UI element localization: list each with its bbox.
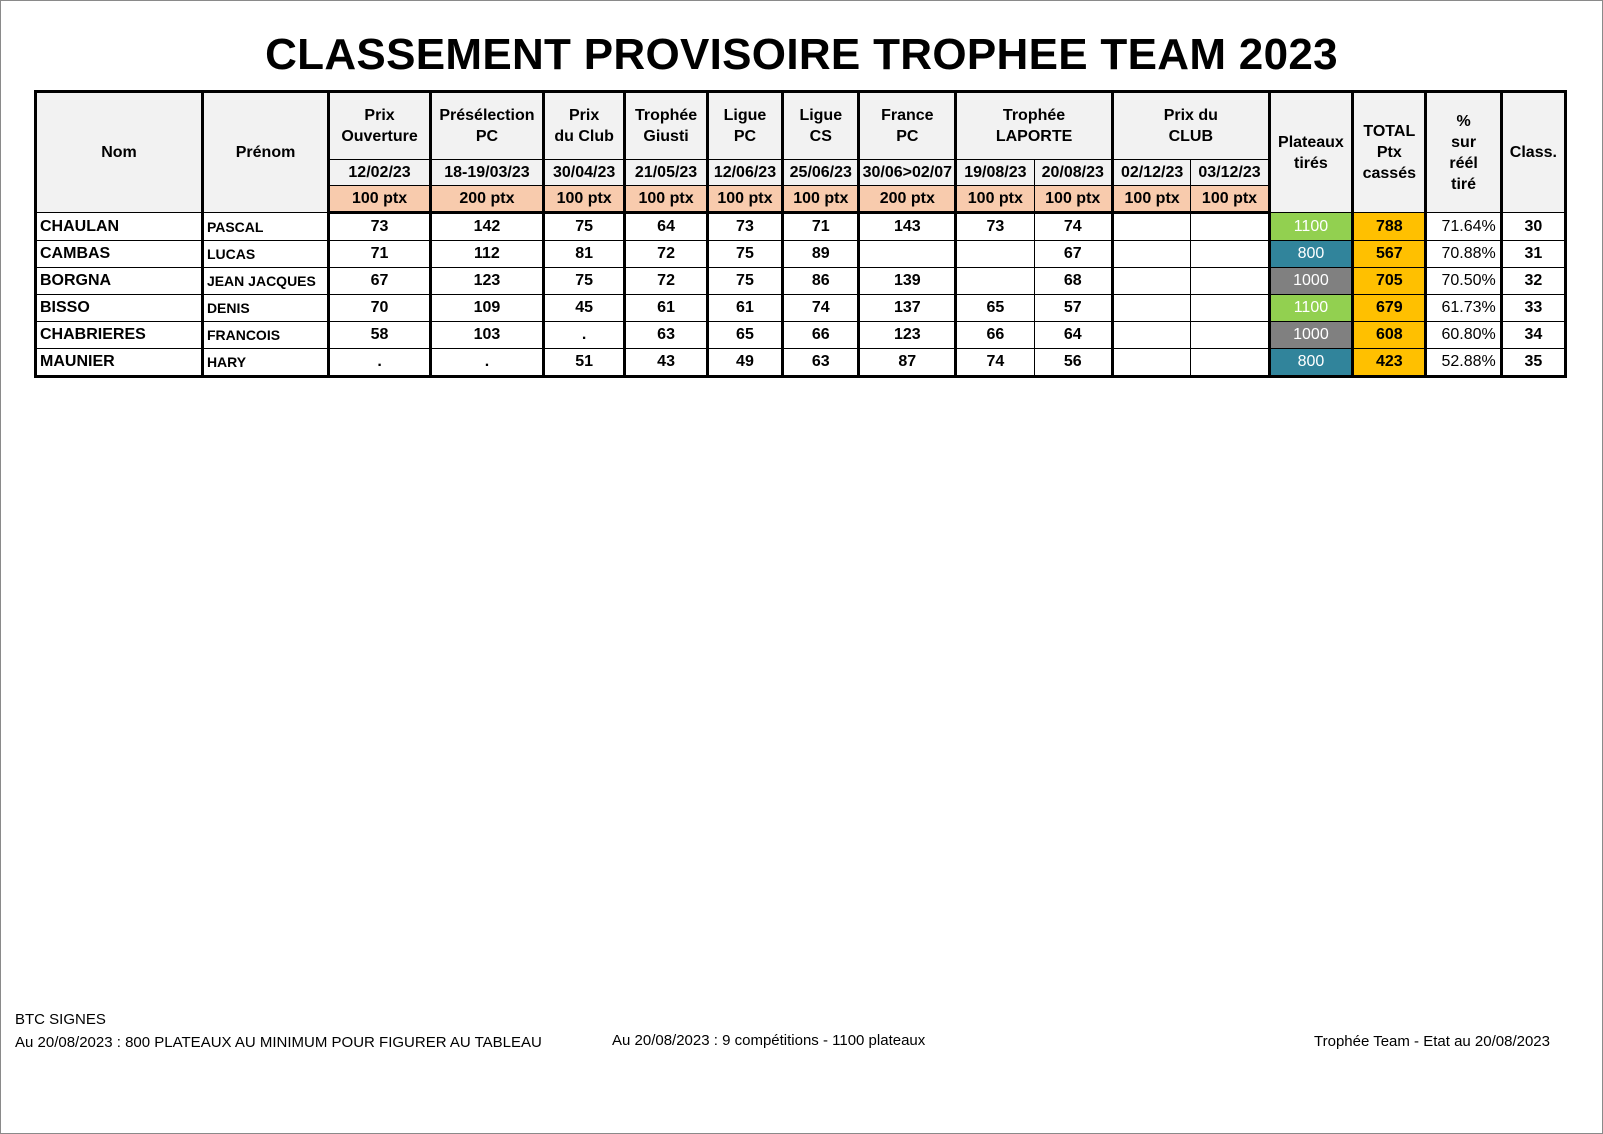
cell-score: [1112, 268, 1190, 295]
cell-score: 57: [1034, 295, 1112, 322]
header-competition: Trophée LAPORTE: [956, 92, 1113, 160]
cell-score: 64: [1034, 322, 1112, 349]
cell-score: [1191, 295, 1269, 322]
header-competition: Prix Ouverture: [329, 92, 431, 160]
cell-score: [1112, 241, 1190, 268]
cell-score: 74: [956, 349, 1034, 377]
header-ptx: 100 ptx: [1112, 186, 1190, 213]
cell-nom: CHAULAN: [36, 213, 203, 241]
cell-percent: 52.88%: [1426, 349, 1501, 377]
cell-percent: 71.64%: [1426, 213, 1501, 241]
cell-score: 73: [329, 213, 431, 241]
cell-score: 58: [329, 322, 431, 349]
cell-class: 34: [1501, 322, 1565, 349]
cell-score: 63: [783, 349, 859, 377]
header-date: 20/08/23: [1034, 160, 1112, 186]
table-row: [36, 268, 1566, 295]
cell-score: 66: [783, 322, 859, 349]
cell-score: 67: [1034, 241, 1112, 268]
header-date: 12/06/23: [707, 160, 782, 186]
header-ptx: 100 ptx: [783, 186, 859, 213]
cell-score: [1191, 349, 1269, 377]
cell-total: 423: [1353, 349, 1426, 377]
cell-score: 68: [1034, 268, 1112, 295]
cell-score: 137: [859, 295, 956, 322]
cell-score: 43: [625, 349, 707, 377]
footer-summary: Au 20/08/2023 : 9 compétitions - 1100 plateaux: [612, 1032, 926, 1049]
cell-class: 31: [1501, 241, 1565, 268]
cell-score: 75: [707, 268, 782, 295]
cell-plateaux: 1000: [1269, 268, 1352, 295]
ranking-rows: [36, 213, 1566, 377]
cell-nom: MAUNIER: [36, 349, 203, 377]
cell-percent: 70.50%: [1426, 268, 1501, 295]
cell-nom: BORGNA: [36, 268, 203, 295]
cell-total: 567: [1353, 241, 1426, 268]
cell-class: 30: [1501, 213, 1565, 241]
header-date: 02/12/23: [1112, 160, 1190, 186]
header-date: 25/06/23: [783, 160, 859, 186]
cell-score: 109: [430, 295, 543, 322]
cell-nom: CAMBAS: [36, 241, 203, 268]
header-ptx: 200 ptx: [859, 186, 956, 213]
header-competition: Ligue CS: [783, 92, 859, 160]
cell-score: [1112, 349, 1190, 377]
cell-score: .: [329, 349, 431, 377]
footer-state: Trophée Team - Etat au 20/08/2023: [1314, 1033, 1550, 1050]
cell-score: 61: [707, 295, 782, 322]
cell-score: 51: [543, 349, 624, 377]
table-row: [36, 349, 1566, 377]
cell-prenom: FRANCOIS: [202, 322, 328, 349]
header-date: 19/08/23: [956, 160, 1034, 186]
cell-score: 75: [543, 268, 624, 295]
cell-plateaux: 1100: [1269, 213, 1352, 241]
cell-score: [1191, 241, 1269, 268]
cell-plateaux: 800: [1269, 241, 1352, 268]
table-row: [36, 295, 1566, 322]
cell-score: 123: [430, 268, 543, 295]
cell-score: 86: [783, 268, 859, 295]
header-percent: % sur réél tiré: [1426, 92, 1501, 213]
cell-score: 61: [625, 295, 707, 322]
cell-score: 65: [956, 295, 1034, 322]
cell-score: 72: [625, 241, 707, 268]
cell-score: [1112, 213, 1190, 241]
header-competition: Trophée Giusti: [625, 92, 707, 160]
ranking-table: [34, 90, 1567, 378]
cell-score: .: [430, 349, 543, 377]
header-date: 18-19/03/23: [430, 160, 543, 186]
header-date: 30/04/23: [543, 160, 624, 186]
cell-percent: 61.73%: [1426, 295, 1501, 322]
page-title: CLASSEMENT PROVISOIRE TROPHEE TEAM 2023: [265, 30, 1338, 79]
header-prenom: Prénom: [202, 92, 328, 213]
header-row-competitions: [36, 92, 1566, 160]
header-date: 30/06>02/07: [859, 160, 956, 186]
cell-prenom: PASCAL: [202, 213, 328, 241]
cell-score: 75: [543, 213, 624, 241]
cell-score: .: [543, 322, 624, 349]
cell-class: 33: [1501, 295, 1565, 322]
cell-total: 608: [1353, 322, 1426, 349]
cell-score: 87: [859, 349, 956, 377]
cell-score: 103: [430, 322, 543, 349]
cell-score: 123: [859, 322, 956, 349]
cell-score: 143: [859, 213, 956, 241]
header-competition: France PC: [859, 92, 956, 160]
header-competition: Prix du Club: [543, 92, 624, 160]
cell-percent: 70.88%: [1426, 241, 1501, 268]
cell-score: 66: [956, 322, 1034, 349]
header-ptx: 100 ptx: [543, 186, 624, 213]
cell-total: 679: [1353, 295, 1426, 322]
cell-score: [956, 268, 1034, 295]
cell-score: 70: [329, 295, 431, 322]
cell-score: 49: [707, 349, 782, 377]
cell-score: 72: [625, 268, 707, 295]
header-class: Class.: [1501, 92, 1565, 213]
cell-class: 35: [1501, 349, 1565, 377]
footer-club: BTC SIGNES: [15, 1011, 106, 1028]
header-date: 21/05/23: [625, 160, 707, 186]
header-competition: Ligue PC: [707, 92, 782, 160]
cell-score: [1112, 322, 1190, 349]
header-ptx: 100 ptx: [956, 186, 1034, 213]
cell-score: [1112, 295, 1190, 322]
cell-score: 81: [543, 241, 624, 268]
cell-score: [1191, 213, 1269, 241]
cell-total: 788: [1353, 213, 1426, 241]
cell-score: [859, 241, 956, 268]
header-date: 03/12/23: [1191, 160, 1269, 186]
cell-prenom: LUCAS: [202, 241, 328, 268]
cell-plateaux: 800: [1269, 349, 1352, 377]
header-date: 12/02/23: [329, 160, 431, 186]
header-total: TOTAL Ptx cassés: [1353, 92, 1426, 213]
table-row: [36, 241, 1566, 268]
header-ptx: 100 ptx: [625, 186, 707, 213]
cell-plateaux: 1100: [1269, 295, 1352, 322]
header-competition: Présélection PC: [430, 92, 543, 160]
cell-score: 63: [625, 322, 707, 349]
cell-score: 89: [783, 241, 859, 268]
footer-minimum: Au 20/08/2023 : 800 PLATEAUX AU MINIMUM POUR FIGURER AU TABLEAU: [15, 1034, 542, 1051]
cell-score: [1191, 268, 1269, 295]
header-plateaux: Plateaux tirés: [1269, 92, 1352, 213]
header-competition: Prix du CLUB: [1112, 92, 1269, 160]
table-row: [36, 322, 1566, 349]
cell-score: 73: [707, 213, 782, 241]
cell-prenom: DENIS: [202, 295, 328, 322]
cell-prenom: HARY: [202, 349, 328, 377]
header-ptx: 200 ptx: [430, 186, 543, 213]
cell-score: 71: [329, 241, 431, 268]
cell-plateaux: 1000: [1269, 322, 1352, 349]
table-row: [36, 213, 1566, 241]
cell-score: 74: [783, 295, 859, 322]
header-ptx: 100 ptx: [1191, 186, 1269, 213]
cell-score: 64: [625, 213, 707, 241]
cell-nom: CHABRIERES: [36, 322, 203, 349]
cell-class: 32: [1501, 268, 1565, 295]
cell-score: 112: [430, 241, 543, 268]
cell-total: 705: [1353, 268, 1426, 295]
cell-score: 45: [543, 295, 624, 322]
header-ptx: 100 ptx: [707, 186, 782, 213]
cell-score: 65: [707, 322, 782, 349]
cell-score: 73: [956, 213, 1034, 241]
cell-score: 67: [329, 268, 431, 295]
cell-score: 71: [783, 213, 859, 241]
cell-score: 142: [430, 213, 543, 241]
cell-score: 75: [707, 241, 782, 268]
cell-score: [1191, 322, 1269, 349]
cell-score: 139: [859, 268, 956, 295]
header-ptx: 100 ptx: [329, 186, 431, 213]
cell-prenom: JEAN JACQUES: [202, 268, 328, 295]
cell-score: 56: [1034, 349, 1112, 377]
cell-percent: 60.80%: [1426, 322, 1501, 349]
header-ptx: 100 ptx: [1034, 186, 1112, 213]
cell-score: [956, 241, 1034, 268]
cell-nom: BISSO: [36, 295, 203, 322]
header-nom: Nom: [36, 92, 203, 213]
cell-score: 74: [1034, 213, 1112, 241]
